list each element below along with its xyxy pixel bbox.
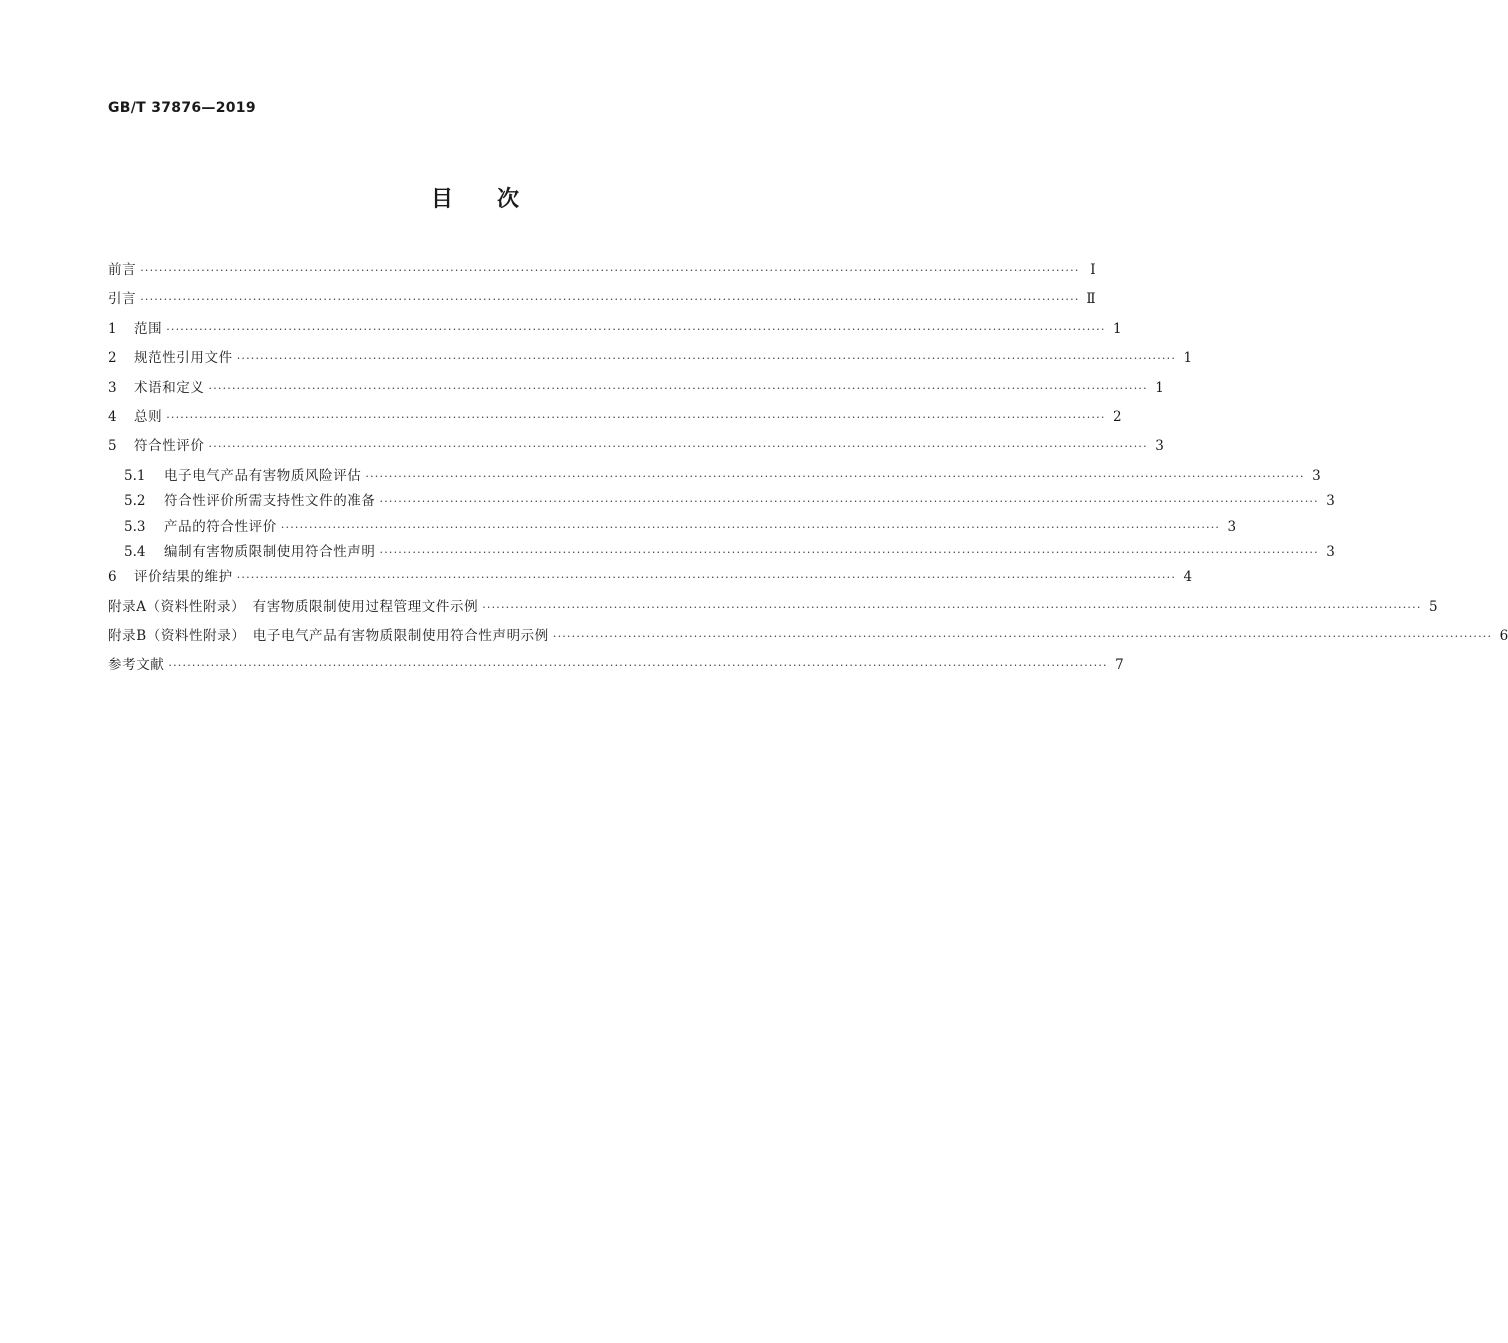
dot-leader: ········································································································································································································ bbox=[168, 659, 1108, 673]
toc-entry-page: 4 bbox=[1183, 569, 1193, 586]
toc-entry-number: 5.2 bbox=[124, 493, 146, 510]
toc-entry-number: 2 bbox=[108, 350, 117, 367]
toc-entry-label: 范围 bbox=[134, 320, 163, 337]
toc-entry-number: 4 bbox=[108, 408, 117, 425]
toc-entry-label: 前言 bbox=[108, 262, 137, 278]
dot-leader: ········································································································································································································ bbox=[166, 322, 1106, 336]
toc-entry[interactable] bbox=[108, 542, 1335, 567]
dot-leader: ········································································································································································································ bbox=[208, 440, 1148, 454]
toc-entry[interactable] bbox=[108, 567, 1193, 596]
toc-entry-page: 7 bbox=[1115, 657, 1124, 674]
toc-entry[interactable] bbox=[108, 436, 1164, 465]
toc-entry-label: 附录A（资料性附录） 有害物质限制使用过程管理文件示例 bbox=[108, 598, 479, 615]
dot-leader: ········································································································································································································ bbox=[365, 469, 1305, 483]
toc-entry-page: 6 bbox=[1499, 628, 1508, 645]
toc-entry[interactable] bbox=[108, 597, 1438, 626]
dot-leader: ········································································································································································································ bbox=[379, 495, 1319, 509]
dot-leader: ········································································································································································································ bbox=[482, 600, 1422, 614]
toc-entry-number: 5.3 bbox=[124, 518, 146, 535]
toc-entry[interactable] bbox=[108, 319, 1122, 348]
page-title: 目次 bbox=[430, 187, 563, 212]
toc-entry-label: 编制有害物质限制使用符合性声明 bbox=[164, 543, 376, 560]
toc-entry-label: 引言 bbox=[108, 291, 137, 308]
dot-leader: ········································································································································································································ bbox=[236, 571, 1177, 585]
toc-entry[interactable] bbox=[108, 655, 1124, 684]
toc-entry-label: 符合性评价 bbox=[134, 438, 205, 455]
dot-leader: ········································································································································································································ bbox=[379, 545, 1319, 559]
toc-entry-page: 3 bbox=[1227, 518, 1237, 535]
toc-entry[interactable] bbox=[108, 378, 1164, 407]
dot-leader: ········································································································································································································ bbox=[140, 293, 1080, 307]
toc-entry-page: 5 bbox=[1428, 598, 1438, 615]
toc-entry-page: 1 bbox=[1183, 350, 1193, 367]
toc-entry-page: Ⅱ bbox=[1086, 291, 1096, 308]
toc-entry-page: 3 bbox=[1155, 438, 1164, 455]
standard-code: GB/T 37876—2019 bbox=[108, 100, 256, 116]
toc-entry-label: 评价结果的维护 bbox=[134, 569, 233, 586]
toc-entry-label: 产品的符合性评价 bbox=[164, 518, 277, 535]
toc-entry-page: 1 bbox=[1112, 320, 1122, 337]
dot-leader: ········································································································································································································ bbox=[236, 352, 1177, 366]
dot-leader: ········································································································································································································ bbox=[166, 410, 1106, 424]
toc-entry-page: Ⅰ bbox=[1090, 262, 1096, 278]
toc-entry-page: 3 bbox=[1312, 467, 1321, 484]
toc-entry-label: 电子电气产品有害物质风险评估 bbox=[164, 467, 362, 484]
toc-entry[interactable] bbox=[108, 491, 1335, 516]
toc-entry[interactable] bbox=[108, 348, 1193, 377]
toc-entry-label: 附录B（资料性附录） 电子电气产品有害物质限制使用符合性声明示例 bbox=[108, 628, 549, 645]
toc-entry-label: 参考文献 bbox=[108, 657, 165, 674]
toc-entry-page: 1 bbox=[1155, 379, 1164, 396]
toc-entry[interactable] bbox=[108, 407, 1122, 436]
dot-leader: ········································································································································································································ bbox=[552, 630, 1493, 644]
toc-entry[interactable] bbox=[108, 517, 1237, 542]
toc-entry-page: 2 bbox=[1112, 408, 1122, 425]
table-of-contents bbox=[108, 260, 1508, 685]
toc-entry[interactable] bbox=[108, 260, 1096, 289]
toc-entry[interactable] bbox=[108, 466, 1321, 491]
toc-entry-label: 符合性评价所需支持性文件的准备 bbox=[164, 493, 376, 510]
toc-entry-label: 总则 bbox=[134, 408, 163, 425]
toc-entry-page: 3 bbox=[1326, 493, 1335, 510]
toc-entry-number: 5.1 bbox=[124, 467, 146, 484]
toc-entry-number: 5.4 bbox=[124, 543, 146, 560]
dot-leader: ········································································································································································································ bbox=[208, 381, 1148, 395]
toc-entry[interactable] bbox=[108, 626, 1508, 655]
toc-entry-page: 3 bbox=[1326, 543, 1335, 560]
dot-leader: ········································································································································································································ bbox=[280, 520, 1221, 534]
toc-entry-label: 规范性引用文件 bbox=[134, 350, 233, 367]
toc-entry-number: 6 bbox=[108, 569, 117, 586]
toc-entry[interactable] bbox=[108, 289, 1096, 318]
dot-leader: ········································································································································································································ bbox=[140, 264, 1080, 277]
toc-entry-number: 1 bbox=[108, 320, 117, 337]
toc-entry-number: 5 bbox=[108, 438, 117, 455]
toc-entry-number: 3 bbox=[108, 379, 117, 396]
toc-entry-label: 术语和定义 bbox=[134, 379, 205, 396]
